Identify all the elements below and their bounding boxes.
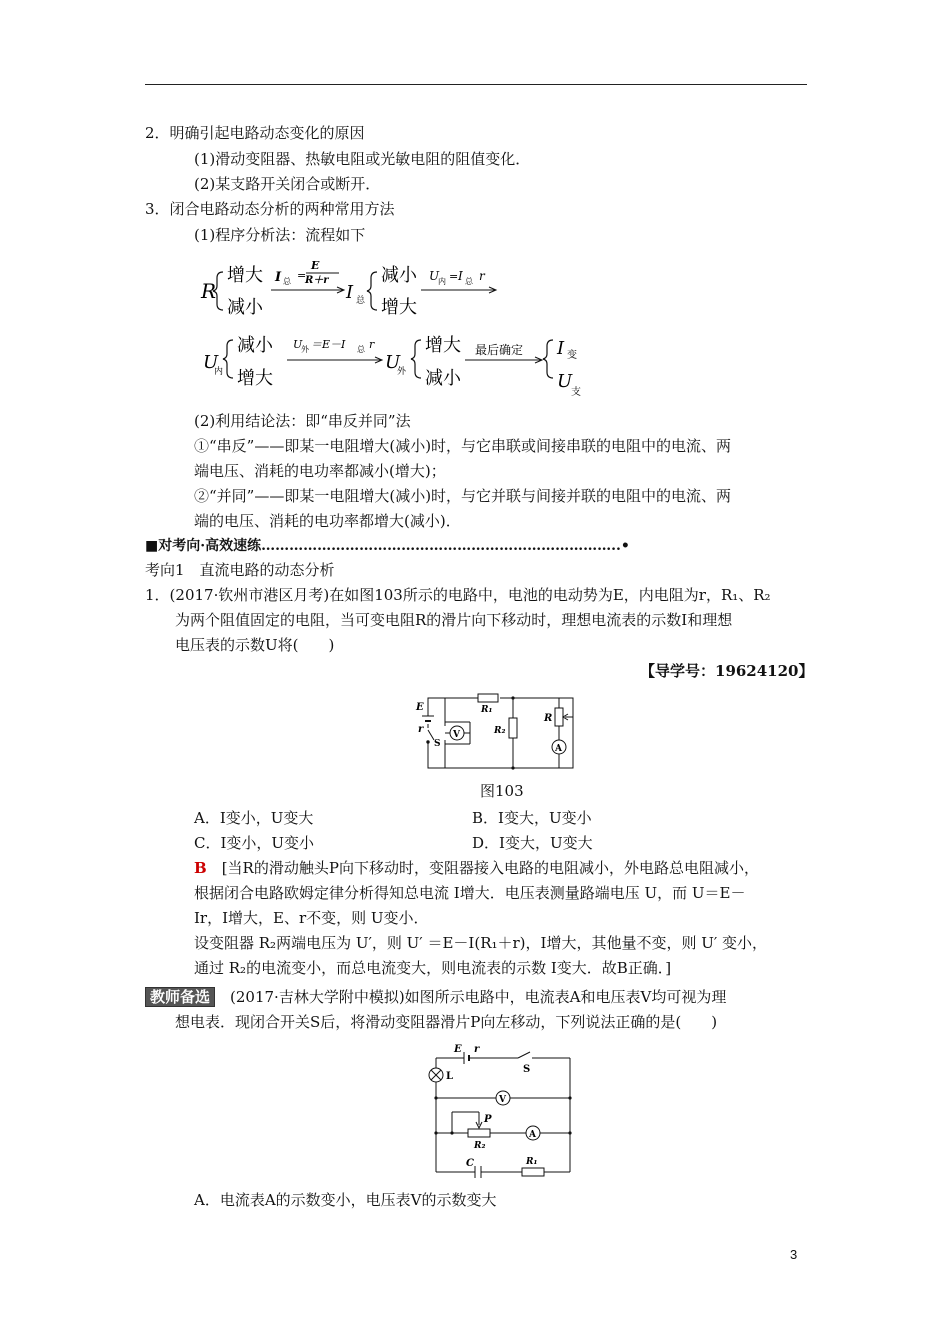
fig2-r: r: [474, 1044, 480, 1055]
fig1-R2: R₂: [494, 726, 506, 736]
flow-r1b-inc: 增大: [381, 297, 417, 318]
fig2-S: S: [523, 1064, 531, 1075]
teacher-pick-tag: 教师备选: [145, 987, 215, 1007]
figure-103-caption: 图103: [480, 782, 524, 800]
flow-E: E: [311, 259, 320, 272]
teacher-pick-line-2: 想电表．现闭合开关S后，将滑动变阻器滑片P向左移动，下列说法正确的是( ): [175, 1013, 718, 1031]
teacher-pick-text-1: (2017·吉林大学附中模拟)如图所示电路中，电流表A和电压表V均可视为理: [230, 988, 727, 1006]
circuit-figure-103: [410, 688, 590, 774]
question-1-line-3: 电压表的示数U将( ): [175, 636, 335, 654]
page-number: 3: [790, 1247, 798, 1262]
header-rule: [145, 84, 807, 85]
brace-5: [543, 340, 553, 378]
method-2-label: (2)利用结论法：即“串反并同”法: [194, 412, 411, 430]
flow-r-1: r: [479, 269, 485, 283]
conclusion-2-line-1: ②“并同”——即某一电阻增大(减小)时，与它并联与间接并联的电阻中的电流、两: [194, 487, 732, 505]
fig2-E: E: [454, 1044, 462, 1055]
fig2-L: L: [446, 1071, 454, 1082]
answer-line-5: 通过 R₂的电流变小，而总电流变大，则电流表的示数 I变大．故B正确．]: [194, 959, 672, 977]
section-2-item-2: (2)某支路开关闭合或断开．: [194, 175, 381, 193]
fig1-E: E: [416, 702, 424, 713]
fig2-V: V: [499, 1095, 506, 1105]
flow-zong-sub-4: 总: [357, 345, 365, 354]
answer-line-4: 设变阻器 R₂两端电压为 U′，则 U′ ＝E－I(R₁＋r)，I增大，其他量不变，则 U′ 变小，: [194, 934, 768, 952]
brace-4: [411, 340, 421, 378]
flow-nei-sub-2: 内: [214, 367, 224, 377]
method-1-label: (1)程序分析法：流程如下: [194, 226, 366, 244]
fig1-R: R: [544, 713, 553, 724]
fig1-S: S: [434, 739, 441, 749]
teacher-pick-option-a: A．电流表A的示数变小，电压表V的示数变大: [194, 1191, 497, 1209]
section-2-item-1: (1)滑动变阻器、热敏电阻或光敏电阻的阻值变化．: [194, 150, 531, 168]
fig2-A: A: [529, 1130, 536, 1140]
fig1-R1: R₁: [481, 705, 493, 715]
answer-line-3: Ir，I增大，E、r不变，则 U变小．: [194, 909, 429, 927]
brace-2: [367, 272, 377, 310]
conclusion-1-line-1: ①“串反”——即某一电阻增大(减小)时，与它串联或间接串联的电阻中的电流、两: [194, 437, 732, 455]
option-c: C．I变小，U变小: [194, 834, 315, 852]
flow-wai-sub: 外: [301, 345, 309, 354]
direction-1-title: 考向1 直流电路的动态分析: [145, 561, 335, 579]
fig1-r: r: [418, 724, 424, 735]
answer-line-2: 根据闭合电路欧姆定律分析得知总电流 I增大．电压表测量路端电压 U，而 U＝E－: [194, 884, 746, 902]
flow-r2-dec: 减小: [237, 335, 273, 356]
fig2-R2: R₂: [474, 1141, 486, 1151]
flow-I-label: I: [275, 270, 282, 285]
question-1-line-1: 1．(2017·钦州市港区月考)在如图103所示的电路中，电池的电动势为E，内电阻为r，R₁、R₂: [145, 586, 771, 604]
answer-text-1: [当R的滑动触头P向下移动时，变阻器接入电路的电阻减小，外电路总电阻减小，: [221, 859, 759, 877]
brace-1: [213, 272, 223, 310]
option-a: A．I变小，U变大: [194, 809, 314, 827]
flow-U-nei-row2: U: [203, 352, 219, 373]
flow-zong-sub-3: 总: [465, 277, 473, 286]
flow-U-nei: U: [429, 269, 440, 283]
flow-r2b-inc: 增大: [425, 335, 461, 356]
practice-banner: ■对考向·高效速练…………………………………………………………………..•: [145, 538, 630, 554]
flow-zong-sub: 总: [283, 277, 291, 286]
answer-line-1: [194, 858, 759, 878]
brace-3: [223, 340, 233, 378]
section-2-title: 2．明确引起电路动态变化的原因: [145, 124, 365, 142]
flow-zhi-sub: 支: [571, 387, 581, 398]
flow-r-2: r: [369, 338, 375, 351]
flow-U-zhi: U: [557, 371, 573, 392]
flow-I-bian: I: [557, 338, 565, 359]
section-3-title: 3．闭合电路动态分析的两种常用方法: [145, 200, 395, 218]
fig1-A: A: [555, 744, 562, 754]
flow-diagram: [195, 250, 615, 400]
flow-r2b-dec: 减小: [425, 368, 461, 389]
fig2-P: P: [484, 1114, 492, 1125]
guide-number: 【导学号：19624120】: [640, 662, 814, 680]
flow-r2-inc: 增大: [237, 368, 273, 389]
flow-eq: =: [297, 269, 307, 282]
conclusion-1-line-2: 端电压、消耗的电功率都减小(增大)；: [194, 462, 446, 480]
flow-final: 最后确定: [475, 343, 524, 357]
flow-U-wai: U: [293, 338, 303, 351]
flow-R: R: [201, 279, 217, 303]
flow-U-wai-2: U: [385, 352, 401, 373]
option-d: D．I变大，U变大: [472, 834, 593, 852]
flow-nei-sub: 内: [438, 277, 446, 286]
conclusion-2-line-2: 端的电压、消耗的电功率都增大(减小)．: [194, 512, 461, 530]
answer-letter: B: [194, 859, 207, 877]
flow-r1-dec: 减小: [227, 297, 263, 318]
flow-I-total: I: [346, 282, 354, 303]
flow-bian-sub: 变: [567, 350, 577, 361]
flow-wai-sub-2: 外: [397, 367, 407, 377]
fig2-R1: R₁: [526, 1157, 538, 1167]
fig1-V: V: [453, 730, 460, 740]
option-b: B．I变大，U变小: [472, 809, 592, 827]
teacher-pick-line-1: [145, 987, 726, 1007]
flow-I-2: I: [458, 269, 463, 283]
flow-zong-sub-2: 总: [356, 296, 366, 306]
fig2-C: C: [466, 1158, 474, 1169]
flow-Rr: R＋r: [305, 275, 329, 286]
question-1-line-2: 为两个阻值固定的电阻，当可变电阻R的滑片向下移动时，理想电流表的示数I和理想: [175, 611, 733, 629]
circuit-figure-teacher: [420, 1040, 580, 1180]
flow-eq-2: =: [449, 270, 459, 283]
flow-uwai-eq: ＝E－I: [311, 338, 346, 351]
flow-r1-inc: 增大: [227, 265, 263, 286]
flow-r1b-dec: 减小: [381, 265, 417, 286]
